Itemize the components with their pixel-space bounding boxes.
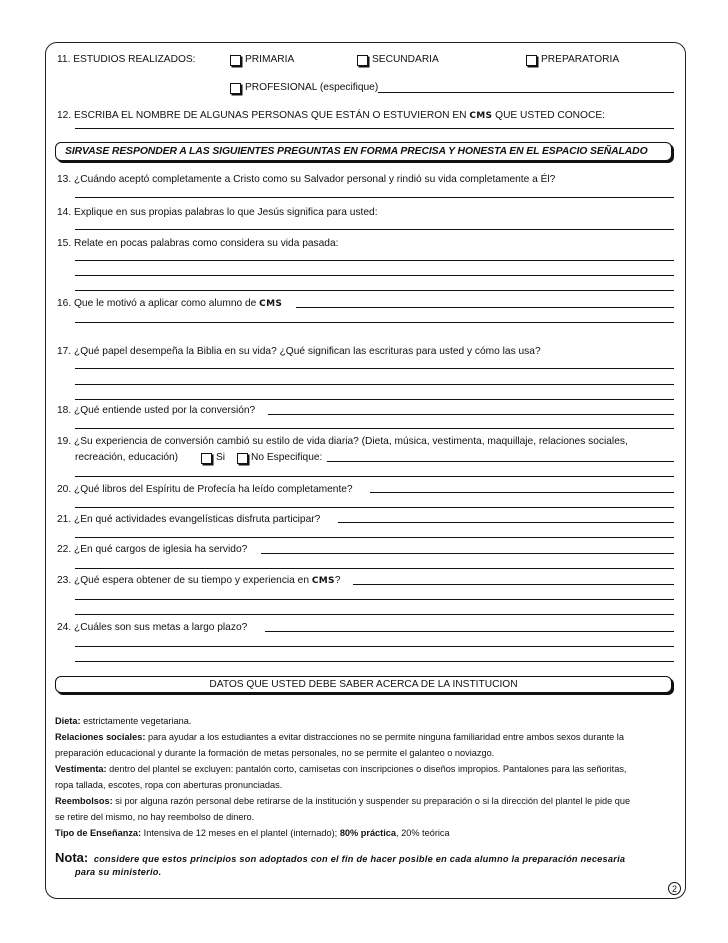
q11-option-secundaria: SECUNDARIA bbox=[372, 54, 439, 65]
q11-option-preparatoria: PREPARATORIA bbox=[541, 54, 620, 65]
answer-line[interactable] bbox=[75, 399, 674, 400]
q19-option-si: Si bbox=[216, 452, 226, 463]
q15-text: 15. Relate en pocas palabras como considera su vida pasada: bbox=[57, 238, 339, 249]
instructions-banner bbox=[55, 142, 672, 161]
nota-line1: Nota: considere que estos principios son adoptados con el fin de hacer posible en cada alumno la preparación necesaria bbox=[55, 850, 626, 865]
q19-option-no: No Especifique: bbox=[251, 452, 323, 463]
q11-label: 11. ESTUDIOS REALIZADOS: bbox=[57, 54, 196, 65]
q13-text: 13. ¿Cuándo aceptó completamente a Cristo como su Salvador personal y rindió su vida completamente a Él? bbox=[57, 174, 556, 185]
answer-line[interactable] bbox=[75, 322, 674, 323]
q14-text: 14. Explique en sus propias palabras lo que Jesús significa para usted: bbox=[57, 207, 378, 218]
answer-line[interactable] bbox=[268, 414, 674, 415]
info-dieta: Dieta: estrictamente vegetariana. bbox=[55, 716, 192, 726]
answer-line[interactable] bbox=[75, 476, 674, 477]
answer-line[interactable] bbox=[75, 197, 674, 198]
answer-line[interactable] bbox=[75, 368, 674, 369]
answer-line[interactable] bbox=[75, 229, 674, 230]
cms-logo: CMS bbox=[259, 299, 283, 309]
instructions-banner-text: SIRVASE RESPONDER A LAS SIGUIENTES PREGUNTAS EN FORMA PRECISA Y HONESTA EN EL ESPACIO SEÑALADO bbox=[65, 146, 648, 157]
q20-text: 20. ¿Qué libros del Espíritu de Profecía ha leído completamente? bbox=[57, 484, 353, 495]
info-tipo-ensenanza: Tipo de Enseñanza: Intensiva de 12 meses en el plantel (internado); 80% práctica, 20% teórica bbox=[55, 828, 450, 838]
answer-line[interactable] bbox=[338, 522, 674, 523]
checkbox-secundaria[interactable] bbox=[357, 55, 368, 66]
q16-text: 16. Que le motivó a aplicar como alumno de CMS bbox=[57, 298, 283, 309]
answer-line[interactable] bbox=[75, 614, 674, 615]
page-number: 2 bbox=[668, 882, 681, 895]
institution-banner-text: DATOS QUE USTED DEBE SABER ACERCA DE LA INSTITUCION bbox=[209, 679, 518, 690]
answer-line[interactable] bbox=[75, 290, 674, 291]
q24-text: 24. ¿Cuáles son sus metas a largo plazo? bbox=[57, 622, 248, 633]
checkbox-primaria[interactable] bbox=[230, 55, 241, 66]
info-vestimenta-1: Vestimenta: dentro del plantel se excluyen: pantalón corto, camisetas con inscripciones o diseños impropios. Pantalones para las señoritas, bbox=[55, 764, 627, 774]
answer-line[interactable] bbox=[75, 661, 674, 662]
answer-line[interactable] bbox=[75, 128, 674, 129]
checkbox-si[interactable] bbox=[201, 453, 212, 464]
info-relaciones-1: Relaciones sociales: para ayudar a los estudiantes a evitar distracciones no se permite ninguna familiaridad entre ambos sexos durante la bbox=[55, 732, 624, 742]
q21-text: 21. ¿En qué actividades evangelísticas disfruta participar? bbox=[57, 514, 321, 525]
q17-text: 17. ¿Qué papel desempeña la Biblia en su vida? ¿Qué significan las escrituras para usted y cómo las usa? bbox=[57, 346, 541, 357]
q19-text-line1: 19. ¿Su experiencia de conversión cambió su estilo de vida diaria? (Dieta, música, vestimenta, maquillaje, relaciones sociales, bbox=[57, 436, 628, 447]
info-relaciones-2: preparación educacional y durante la formación de metas personales, no se permite el galanteo o noviazgo. bbox=[55, 748, 495, 758]
q18-text: 18. ¿Qué entiende usted por la conversión? bbox=[57, 405, 256, 416]
q22-text: 22. ¿En qué cargos de iglesia ha servido? bbox=[57, 544, 248, 555]
answer-line[interactable] bbox=[370, 492, 674, 493]
answer-line[interactable] bbox=[75, 568, 674, 569]
checkbox-preparatoria[interactable] bbox=[526, 55, 537, 66]
answer-line[interactable] bbox=[75, 599, 674, 600]
cms-logo: CMS bbox=[311, 576, 335, 586]
answer-line[interactable] bbox=[327, 461, 674, 462]
q19-text-line2: recreación, educación) bbox=[75, 452, 179, 463]
answer-line[interactable] bbox=[75, 384, 674, 385]
answer-line[interactable] bbox=[378, 92, 674, 93]
institution-banner bbox=[55, 676, 672, 693]
answer-line[interactable] bbox=[75, 260, 674, 261]
q11-option-profesional: PROFESIONAL (especifique) bbox=[245, 82, 379, 93]
answer-line[interactable] bbox=[75, 428, 674, 429]
checkbox-profesional[interactable] bbox=[230, 83, 241, 94]
q11-option-primaria: PRIMARIA bbox=[245, 54, 295, 65]
q12-text: 12. ESCRIBA EL NOMBRE DE ALGUNAS PERSONAS QUE ESTÁN O ESTUVIERON EN CMS QUE USTED CONOCE: bbox=[57, 110, 605, 121]
answer-line[interactable] bbox=[75, 275, 674, 276]
answer-line[interactable] bbox=[353, 584, 674, 585]
info-reembolsos-2: se retire del mismo, no hay reembolso de dinero. bbox=[55, 812, 255, 822]
answer-line[interactable] bbox=[75, 646, 674, 647]
answer-line[interactable] bbox=[75, 507, 674, 508]
answer-line[interactable] bbox=[265, 631, 674, 632]
info-reembolsos-1: Reembolsos: si por alguna razón personal debe retirarse de la institución y suspender su preparación o si la dirección del plantel le pide que bbox=[55, 796, 631, 806]
nota-line2: para su ministerio. bbox=[75, 867, 162, 877]
cms-logo: CMS bbox=[469, 111, 493, 121]
q23-text: 23. ¿Qué espera obtener de su tiempo y experiencia en CMS? bbox=[57, 575, 341, 586]
answer-line[interactable] bbox=[261, 553, 674, 554]
checkbox-no[interactable] bbox=[237, 453, 248, 464]
info-vestimenta-2: ropa tallada, escotes, ropa con aberturas pronunciadas. bbox=[55, 780, 283, 790]
answer-line[interactable] bbox=[296, 307, 674, 308]
answer-line[interactable] bbox=[75, 537, 674, 538]
